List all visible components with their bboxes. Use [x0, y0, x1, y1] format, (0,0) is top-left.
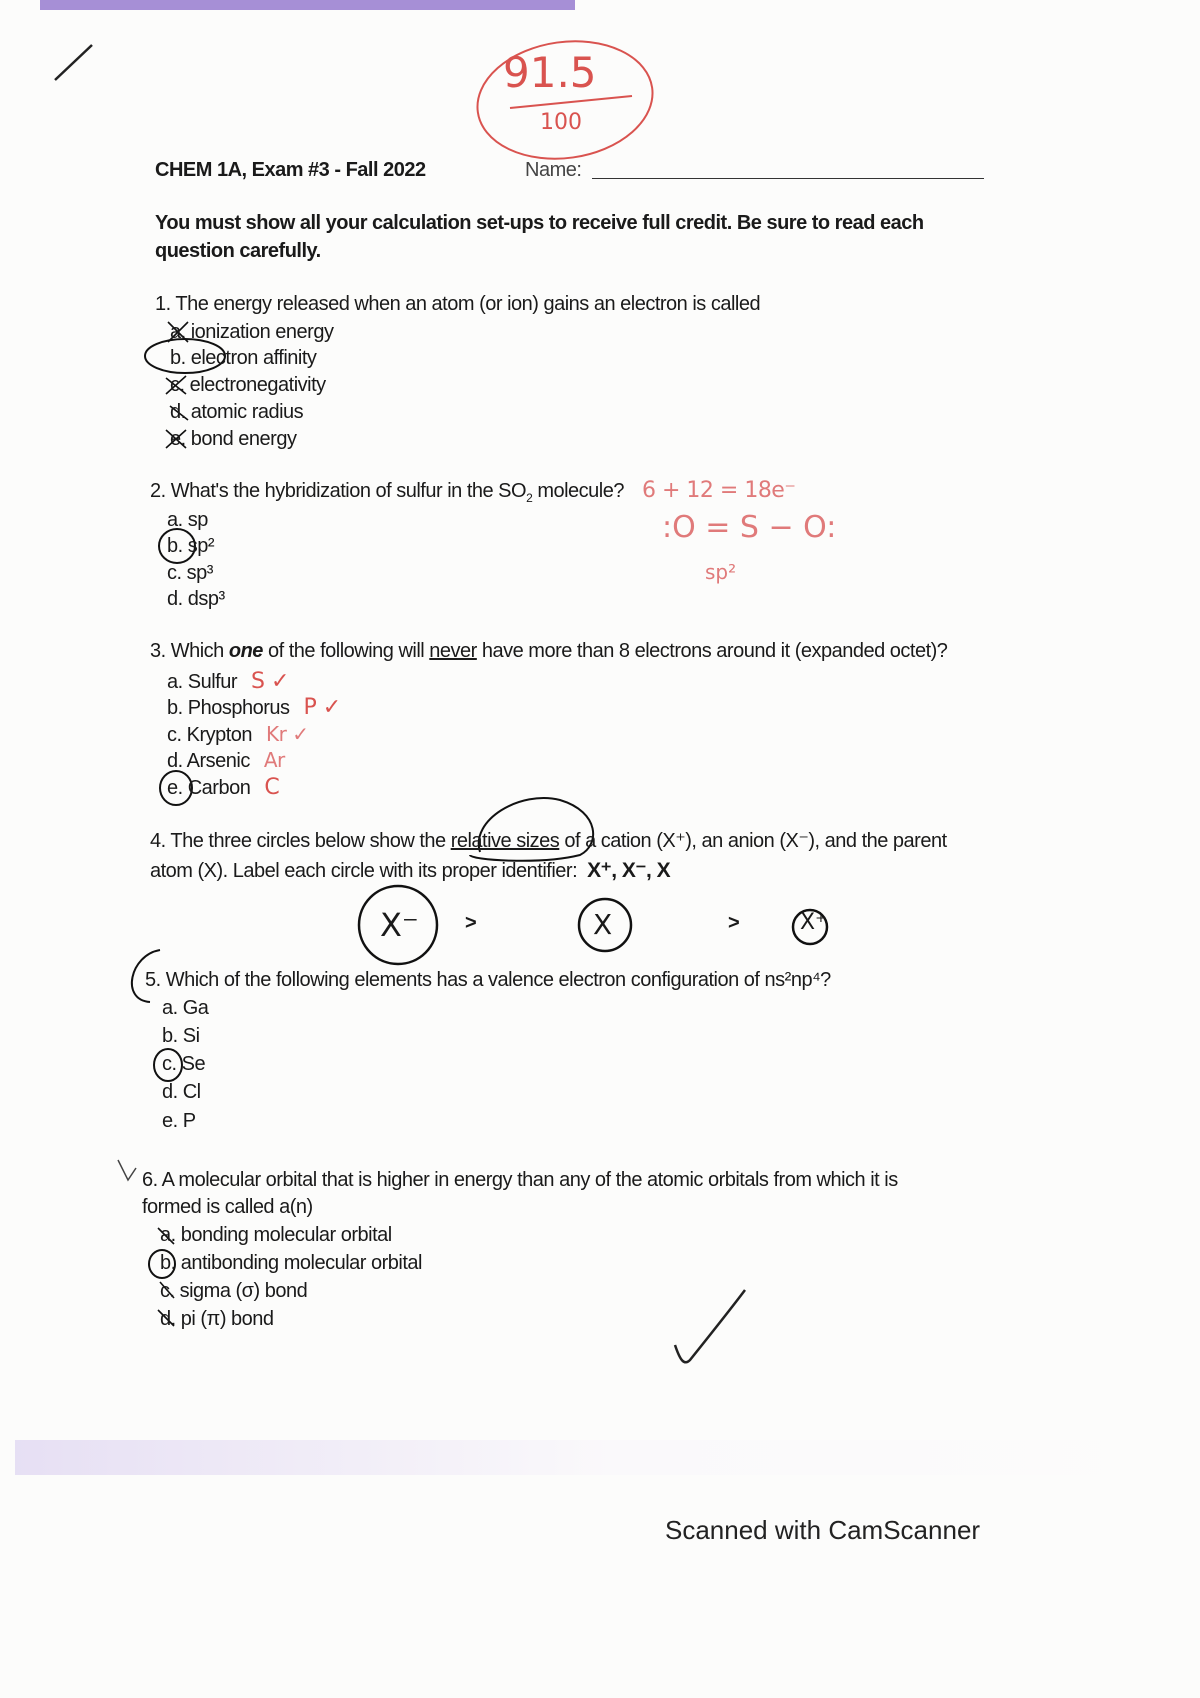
- greater-than-1: >: [465, 912, 477, 934]
- name-field[interactable]: [592, 178, 984, 179]
- q4-relative-sizes: relative sizes: [450, 830, 560, 852]
- q2-hybridization-note: sp²: [705, 560, 737, 584]
- scan-smudge: [15, 1440, 1195, 1475]
- q6-option-d: d. pi (π) bond: [160, 1308, 274, 1330]
- q2-option-a: a. sp: [167, 509, 208, 531]
- cation-label: X⁺: [800, 910, 827, 935]
- q1-text: 1. The energy released when an atom (or ion) gains an electron is called: [155, 293, 761, 315]
- q3-never: never: [429, 640, 477, 662]
- q3-option-c: [167, 722, 309, 747]
- q2-text-b: molecule?: [532, 480, 624, 502]
- q3-option-a-label: a. Sulfur: [167, 671, 237, 693]
- greater-than-2: >: [728, 912, 740, 934]
- q3-note-d: Ar: [263, 748, 285, 772]
- atom-label: X: [593, 908, 613, 941]
- q3-option-a: [167, 669, 289, 694]
- q5-option-d: d. Cl: [162, 1081, 201, 1103]
- check-mark-bottom: [675, 1290, 745, 1362]
- q4-a: 4. The three circles below show the: [150, 830, 451, 852]
- q5-text: 5. Which of the following elements has a valence electron configuration of ns²np⁴?: [145, 969, 831, 991]
- anion-label: X⁻: [380, 906, 419, 944]
- score-total: 100: [540, 110, 582, 135]
- q4-line-1: [150, 828, 947, 853]
- q6-option-c: c. sigma (σ) bond: [160, 1280, 308, 1302]
- q5-option-a: a. Ga: [162, 997, 209, 1019]
- q3-option-e: [167, 775, 279, 800]
- q5-option-b: b. Si: [162, 1025, 200, 1047]
- q3-option-b: [167, 695, 341, 720]
- q4-line-2: [150, 858, 670, 883]
- question-flag: [118, 1160, 136, 1180]
- q3-c: have more than 8 electrons around it (expanded octet)?: [476, 640, 948, 662]
- instructions-line-1: You must show all your calculation set-ups to receive full credit. Be sure to read each: [155, 212, 924, 234]
- q3-one: one: [228, 640, 263, 662]
- q1-option-e: e. bond energy: [170, 428, 297, 450]
- q2-electron-count: 6 + 12 = 18e⁻: [641, 478, 796, 503]
- q1-option-d: d. atomic radius: [170, 401, 304, 423]
- q3-option-d: [167, 748, 285, 773]
- q6-line-1: 6. A molecular orbital that is higher in energy than any of the atomic orbitals from which it is: [142, 1169, 898, 1191]
- q6-option-b: b. antibonding molecular orbital: [160, 1252, 422, 1274]
- q5-option-c: c. Se: [162, 1053, 206, 1075]
- q3-option-d-label: d. Arsenic: [167, 750, 250, 772]
- score-earned: 91.5: [503, 48, 597, 97]
- q4-identifiers: X⁺, X⁻, X: [587, 859, 671, 882]
- scanner-watermark: Scanned with CamScanner: [665, 1515, 981, 1545]
- q1-option-c: c. electronegativity: [170, 374, 326, 396]
- score-fraction-bar: [510, 96, 632, 108]
- q3-note-a: S ✓: [250, 669, 289, 694]
- q3-option-b-label: b. Phosphorus: [167, 697, 290, 719]
- q6-option-a: a. bonding molecular orbital: [160, 1224, 392, 1246]
- q3-option-e-label: e. Carbon: [167, 777, 251, 799]
- q4-b: of a cation (X⁺), an anion (X⁻), and the parent: [559, 830, 947, 852]
- q2-subscript: 2: [526, 491, 533, 505]
- course-title: CHEM 1A, Exam #3 - Fall 2022: [155, 159, 426, 181]
- q3-a: 3. Which: [150, 640, 229, 662]
- instructions-line-2: question carefully.: [155, 240, 321, 262]
- q1-option-b: b. electron affinity: [170, 347, 317, 369]
- check-mark-top: [55, 45, 92, 80]
- q2-lewis-structure: :O = S − O:: [662, 510, 837, 545]
- q2-option-d: d. dsp³: [167, 588, 225, 610]
- q3-note-e: C: [264, 775, 280, 800]
- q1-option-a: a. ionization energy: [170, 321, 334, 343]
- q3-note-c: Kr ✓: [266, 722, 309, 746]
- q3-note-b: P ✓: [303, 695, 341, 720]
- q4-line-2-text: atom (X). Label each circle with its proper identifier:: [150, 860, 578, 882]
- q6-line-2: formed is called a(n): [142, 1196, 313, 1218]
- q3-text: [150, 640, 947, 663]
- q2-option-b: b. sp²: [167, 535, 215, 557]
- q5-option-e: e. P: [162, 1110, 196, 1132]
- q2-text-a: 2. What's the hybridization of sulfur in the SO: [150, 480, 527, 502]
- q2-option-c: c. sp³: [167, 562, 213, 584]
- q3-b: of the following will: [262, 640, 430, 662]
- q3-option-c-label: c. Krypton: [167, 724, 253, 746]
- name-label: Name:: [525, 159, 582, 181]
- q2-text: [150, 478, 795, 505]
